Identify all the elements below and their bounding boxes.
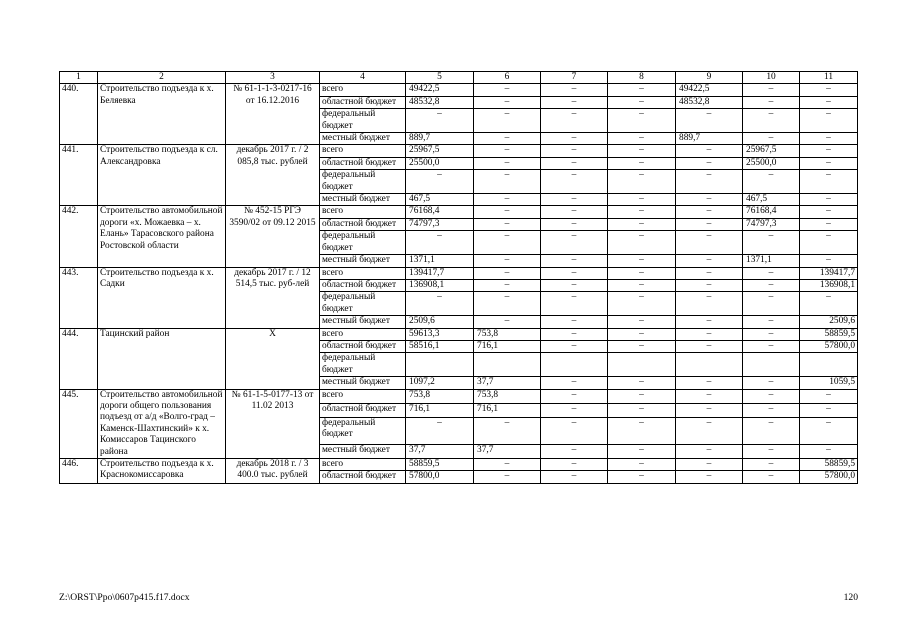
amount-cell: – xyxy=(541,267,608,279)
funding-source: областной бюджет xyxy=(320,403,406,417)
amount-cell: – xyxy=(474,471,541,483)
amount-cell: 74797,3 xyxy=(406,218,474,230)
amount-cell: 57800,0 xyxy=(800,471,858,483)
column-header: 7 xyxy=(541,72,608,84)
amount-cell: – xyxy=(676,218,743,230)
amount-cell: – xyxy=(676,340,743,352)
amount-cell xyxy=(676,353,743,377)
table-header-row xyxy=(60,72,858,84)
amount-cell: 25500,0 xyxy=(743,157,800,169)
project-doc: X xyxy=(226,328,320,389)
row-number: 441. xyxy=(60,145,98,206)
row-number: 440. xyxy=(60,84,98,145)
column-header: 6 xyxy=(474,72,541,84)
table-row xyxy=(60,267,858,279)
amount-cell: – xyxy=(676,255,743,267)
amount-cell: – xyxy=(608,444,676,458)
amount-cell: 753,8 xyxy=(406,389,474,403)
amount-cell: – xyxy=(608,340,676,352)
amount-cell: – xyxy=(474,316,541,328)
object-name: Строительство подъезда к сл. Александровка xyxy=(98,145,226,206)
amount-cell: – xyxy=(800,109,858,133)
funding-source: областной бюджет xyxy=(320,279,406,291)
column-header: 4 xyxy=(320,72,406,84)
amount-cell: 37,7 xyxy=(474,377,541,389)
amount-cell: – xyxy=(743,109,800,133)
amount-cell: – xyxy=(474,133,541,145)
amount-cell: – xyxy=(541,340,608,352)
amount-cell: – xyxy=(541,84,608,96)
amount-cell: – xyxy=(800,170,858,194)
table-row xyxy=(60,145,858,157)
amount-cell: 49422,5 xyxy=(676,84,743,96)
amount-cell: 889,7 xyxy=(676,133,743,145)
project-doc: декабрь 2017 г. / 12 514,5 тыс. руб-лей xyxy=(226,267,320,328)
amount-cell: – xyxy=(474,279,541,291)
amount-cell: – xyxy=(743,170,800,194)
amount-cell: – xyxy=(800,417,858,444)
amount-cell: – xyxy=(541,417,608,444)
amount-cell: – xyxy=(608,194,676,206)
row-number: 444. xyxy=(60,328,98,389)
amount-cell: – xyxy=(800,255,858,267)
amount-cell: – xyxy=(608,377,676,389)
amount-cell: – xyxy=(406,417,474,444)
amount-cell: – xyxy=(474,255,541,267)
funding-source: федеральный бюджет xyxy=(320,231,406,255)
amount-cell: 58516,1 xyxy=(406,340,474,352)
object-name: Строительство подъезда к х. Беляевка xyxy=(98,84,226,145)
amount-cell: – xyxy=(743,279,800,291)
amount-cell: – xyxy=(676,194,743,206)
project-doc: № 61-1-1-3-0217-16 от 16.12.2016 xyxy=(226,84,320,145)
amount-cell: – xyxy=(743,377,800,389)
amount-cell: – xyxy=(676,231,743,255)
amount-cell: – xyxy=(800,84,858,96)
funding-source: всего xyxy=(320,267,406,279)
amount-cell: 74797,3 xyxy=(743,218,800,230)
amount-cell: – xyxy=(541,109,608,133)
amount-cell: – xyxy=(743,403,800,417)
funding-source: местный бюджет xyxy=(320,316,406,328)
amount-cell: – xyxy=(541,403,608,417)
amount-cell: – xyxy=(676,267,743,279)
funding-source: областной бюджет xyxy=(320,340,406,352)
column-header: 1 xyxy=(60,72,98,84)
amount-cell: – xyxy=(474,292,541,316)
amount-cell: 59613,3 xyxy=(406,328,474,340)
row-number: 443. xyxy=(60,267,98,328)
amount-cell: – xyxy=(743,84,800,96)
amount-cell: – xyxy=(541,279,608,291)
object-name: Строительство автомобильной дороги «х. Можаевка – х. Елань» Тарасовского района Ростовской области xyxy=(98,206,226,267)
amount-cell: 58859,5 xyxy=(800,459,858,471)
amount-cell: – xyxy=(743,267,800,279)
amount-cell: 139417,7 xyxy=(406,267,474,279)
amount-cell: – xyxy=(608,218,676,230)
amount-cell: – xyxy=(743,316,800,328)
amount-cell: – xyxy=(608,231,676,255)
amount-cell: 1059,5 xyxy=(800,377,858,389)
amount-cell: – xyxy=(608,84,676,96)
amount-cell: 25500,0 xyxy=(406,157,474,169)
amount-cell: – xyxy=(608,145,676,157)
amount-cell: – xyxy=(541,218,608,230)
table-row xyxy=(60,84,858,96)
amount-cell: 37,7 xyxy=(406,444,474,458)
amount-cell: – xyxy=(541,389,608,403)
amount-cell: – xyxy=(743,471,800,483)
row-number: 446. xyxy=(60,459,98,484)
amount-cell xyxy=(541,353,608,377)
amount-cell: 2509,6 xyxy=(800,316,858,328)
amount-cell: 716,1 xyxy=(474,403,541,417)
amount-cell: 467,5 xyxy=(743,194,800,206)
amount-cell: – xyxy=(474,459,541,471)
amount-cell: – xyxy=(541,145,608,157)
amount-cell: – xyxy=(608,279,676,291)
funding-source: всего xyxy=(320,459,406,471)
amount-cell: – xyxy=(676,417,743,444)
amount-cell: – xyxy=(541,231,608,255)
amount-cell: – xyxy=(608,133,676,145)
amount-cell: 2509,6 xyxy=(406,316,474,328)
amount-cell: – xyxy=(541,471,608,483)
funding-source: федеральный бюджет xyxy=(320,109,406,133)
funding-source: местный бюджет xyxy=(320,444,406,458)
amount-cell: – xyxy=(474,267,541,279)
amount-cell: – xyxy=(474,145,541,157)
amount-cell: 37,7 xyxy=(474,444,541,458)
amount-cell: – xyxy=(676,377,743,389)
amount-cell: – xyxy=(608,328,676,340)
amount-cell: 753,8 xyxy=(474,328,541,340)
amount-cell: – xyxy=(676,403,743,417)
amount-cell: 716,1 xyxy=(474,340,541,352)
funding-source: федеральный бюджет xyxy=(320,353,406,377)
column-header: 3 xyxy=(226,72,320,84)
amount-cell: – xyxy=(608,417,676,444)
amount-cell: – xyxy=(743,417,800,444)
object-name: Строительство подъезда к х. Садки xyxy=(98,267,226,328)
amount-cell: – xyxy=(474,206,541,218)
amount-cell: – xyxy=(743,389,800,403)
column-header: 8 xyxy=(608,72,676,84)
column-header: 10 xyxy=(743,72,800,84)
funding-source: всего xyxy=(320,206,406,218)
amount-cell: – xyxy=(676,145,743,157)
budget-table xyxy=(59,71,858,484)
funding-source: федеральный бюджет xyxy=(320,170,406,194)
amount-cell: – xyxy=(676,389,743,403)
amount-cell: – xyxy=(406,231,474,255)
funding-source: федеральный бюджет xyxy=(320,417,406,444)
amount-cell: 25967,5 xyxy=(406,145,474,157)
column-header: 5 xyxy=(406,72,474,84)
project-doc: декабрь 2017 г. / 2 085,8 тыс. рублей xyxy=(226,145,320,206)
object-name: Строительство автомобильной дороги общего пользования подъезд от а/д «Волго-град – Каменск-Шахтинский» к х. Комиссаров Тацинского района xyxy=(98,389,226,458)
amount-cell: – xyxy=(676,444,743,458)
amount-cell: – xyxy=(676,328,743,340)
amount-cell xyxy=(406,353,474,377)
amount-cell: – xyxy=(800,194,858,206)
amount-cell: 1097,2 xyxy=(406,377,474,389)
amount-cell: – xyxy=(800,403,858,417)
amount-cell: – xyxy=(676,471,743,483)
amount-cell xyxy=(608,353,676,377)
amount-cell: – xyxy=(608,471,676,483)
funding-source: областной бюджет xyxy=(320,218,406,230)
amount-cell xyxy=(743,353,800,377)
funding-source: всего xyxy=(320,84,406,96)
amount-cell: – xyxy=(541,170,608,194)
amount-cell: – xyxy=(406,292,474,316)
amount-cell: – xyxy=(541,292,608,316)
object-name: Тацинский район xyxy=(98,328,226,389)
amount-cell: – xyxy=(608,389,676,403)
amount-cell: 1371,1 xyxy=(743,255,800,267)
amount-cell: – xyxy=(541,96,608,108)
amount-cell: – xyxy=(541,194,608,206)
document-path: Z:\ORST\Ppo\0607p415.f17.docx xyxy=(59,592,190,603)
amount-cell: – xyxy=(474,109,541,133)
amount-cell: 136908,1 xyxy=(406,279,474,291)
funding-source: областной бюджет xyxy=(320,471,406,483)
amount-cell: 716,1 xyxy=(406,403,474,417)
amount-cell: – xyxy=(474,96,541,108)
amount-cell: – xyxy=(743,133,800,145)
amount-cell: – xyxy=(676,459,743,471)
amount-cell xyxy=(474,353,541,377)
amount-cell: – xyxy=(608,170,676,194)
column-header: 9 xyxy=(676,72,743,84)
amount-cell: – xyxy=(474,194,541,206)
amount-cell: 48532,8 xyxy=(676,96,743,108)
amount-cell: – xyxy=(541,206,608,218)
funding-source: местный бюджет xyxy=(320,133,406,145)
amount-cell: 58859,5 xyxy=(406,459,474,471)
table-row xyxy=(60,328,858,340)
amount-cell: – xyxy=(800,389,858,403)
funding-source: всего xyxy=(320,328,406,340)
amount-cell xyxy=(800,353,858,377)
funding-source: федеральный бюджет xyxy=(320,292,406,316)
amount-cell: – xyxy=(676,157,743,169)
project-doc: № 452-15 РГЭ 3590/02 от 09.12 2015 xyxy=(226,206,320,267)
amount-cell: – xyxy=(608,403,676,417)
amount-cell: – xyxy=(743,292,800,316)
amount-cell: – xyxy=(608,459,676,471)
amount-cell: 76168,4 xyxy=(743,206,800,218)
table-row xyxy=(60,206,858,218)
column-header: 2 xyxy=(98,72,226,84)
amount-cell: – xyxy=(676,206,743,218)
amount-cell: 136908,1 xyxy=(800,279,858,291)
amount-cell: – xyxy=(474,231,541,255)
amount-cell: 58859,5 xyxy=(800,328,858,340)
funding-source: всего xyxy=(320,389,406,403)
row-number: 442. xyxy=(60,206,98,267)
amount-cell: 753,8 xyxy=(474,389,541,403)
funding-source: областной бюджет xyxy=(320,157,406,169)
amount-cell: 49422,5 xyxy=(406,84,474,96)
amount-cell: 139417,7 xyxy=(800,267,858,279)
page-number: 120 xyxy=(843,592,858,603)
funding-source: местный бюджет xyxy=(320,377,406,389)
amount-cell: – xyxy=(608,267,676,279)
amount-cell: – xyxy=(541,444,608,458)
row-number: 445. xyxy=(60,389,98,458)
table-row xyxy=(60,459,858,471)
amount-cell: – xyxy=(474,417,541,444)
amount-cell: – xyxy=(800,292,858,316)
amount-cell: – xyxy=(743,231,800,255)
amount-cell: – xyxy=(608,316,676,328)
amount-cell: 48532,8 xyxy=(406,96,474,108)
amount-cell: – xyxy=(743,328,800,340)
amount-cell: – xyxy=(743,340,800,352)
funding-source: местный бюджет xyxy=(320,194,406,206)
amount-cell: – xyxy=(608,206,676,218)
amount-cell: 1371,1 xyxy=(406,255,474,267)
amount-cell: – xyxy=(474,84,541,96)
amount-cell: – xyxy=(800,206,858,218)
amount-cell: – xyxy=(800,231,858,255)
amount-cell: – xyxy=(541,133,608,145)
project-doc: № 61-1-5-0177-13 от 11.02 2013 xyxy=(226,389,320,458)
funding-source: местный бюджет xyxy=(320,255,406,267)
amount-cell: – xyxy=(800,133,858,145)
amount-cell: – xyxy=(541,459,608,471)
amount-cell: – xyxy=(541,377,608,389)
amount-cell: – xyxy=(800,96,858,108)
amount-cell: – xyxy=(676,170,743,194)
table-row xyxy=(60,389,858,403)
amount-cell: 57800,0 xyxy=(800,340,858,352)
amount-cell: – xyxy=(406,170,474,194)
amount-cell: – xyxy=(608,292,676,316)
amount-cell: – xyxy=(800,145,858,157)
amount-cell: – xyxy=(608,157,676,169)
amount-cell: – xyxy=(800,218,858,230)
amount-cell: – xyxy=(406,109,474,133)
amount-cell: 467,5 xyxy=(406,194,474,206)
amount-cell: 25967,5 xyxy=(743,145,800,157)
amount-cell: – xyxy=(474,157,541,169)
column-header: 11 xyxy=(800,72,858,84)
amount-cell: – xyxy=(743,96,800,108)
amount-cell: – xyxy=(608,255,676,267)
amount-cell: 889,7 xyxy=(406,133,474,145)
amount-cell: – xyxy=(474,218,541,230)
project-doc: декабрь 2018 г. / 3 400.0 тыс. рублей xyxy=(226,459,320,484)
funding-source: всего xyxy=(320,145,406,157)
amount-cell: – xyxy=(676,316,743,328)
amount-cell: – xyxy=(800,157,858,169)
amount-cell: – xyxy=(676,109,743,133)
object-name: Строительство подъезда к х. Краснокомиссаровка xyxy=(98,459,226,484)
amount-cell: 57800,0 xyxy=(406,471,474,483)
amount-cell: – xyxy=(743,459,800,471)
amount-cell: – xyxy=(676,292,743,316)
amount-cell: – xyxy=(541,157,608,169)
amount-cell: – xyxy=(541,255,608,267)
amount-cell: 76168,4 xyxy=(406,206,474,218)
amount-cell: – xyxy=(608,109,676,133)
amount-cell: – xyxy=(800,444,858,458)
amount-cell: – xyxy=(541,328,608,340)
amount-cell: – xyxy=(676,279,743,291)
amount-cell: – xyxy=(541,316,608,328)
amount-cell: – xyxy=(608,96,676,108)
amount-cell: – xyxy=(474,170,541,194)
funding-source: областной бюджет xyxy=(320,96,406,108)
amount-cell: – xyxy=(743,444,800,458)
